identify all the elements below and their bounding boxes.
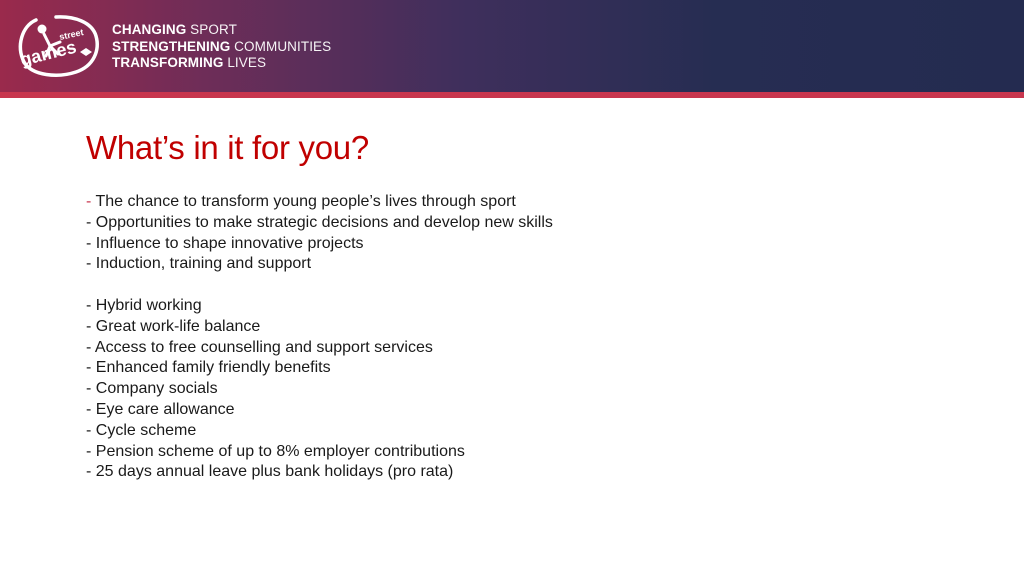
bullet-dash: - [86, 338, 95, 356]
bullet-dash: - [86, 193, 96, 210]
list-item [86, 462, 553, 483]
list-item [86, 379, 553, 400]
header-tagline [112, 22, 331, 72]
bullet-dash: - [86, 463, 96, 481]
list-item-text: The chance to transform young people’s lives through sport [95, 193, 516, 210]
header-banner [0, 0, 1024, 92]
list-item-text: Company socials [95, 380, 218, 398]
list-item [86, 421, 553, 442]
bullet-dash: - [86, 296, 96, 314]
list-item [86, 338, 553, 359]
bullet-dash: - [86, 421, 96, 439]
tagline-line-1: CHANGING SPORT [112, 22, 237, 37]
svg-text:games: games [18, 36, 79, 70]
list-item [86, 317, 553, 338]
benefits-group-1 [86, 192, 553, 275]
tagline-line-2: STRENGTHENING COMMUNITIES [112, 38, 332, 54]
header-accent-stripe [0, 92, 1024, 98]
list-item [86, 442, 553, 463]
bullet-dash: - [86, 213, 96, 231]
list-item-text: Cycle scheme [95, 421, 197, 439]
tagline-line-3: TRANSFORMING LIVES [112, 55, 267, 70]
list-item-text: 25 days annual leave plus bank holidays (pro rata) [95, 463, 454, 481]
list-item-text: Hybrid working [95, 296, 202, 314]
list-item [86, 213, 553, 234]
bullet-dash: - [86, 359, 96, 377]
streetgames-logo [14, 12, 102, 80]
list-item [86, 400, 553, 421]
list-item-text: Enhanced family friendly benefits [95, 359, 331, 377]
benefits-list [86, 192, 553, 483]
list-item-text: Induction, training and support [95, 255, 312, 273]
list-item-text: Influence to shape innovative projects [95, 234, 364, 252]
list-item-text: Access to free counselling and support services [94, 338, 433, 356]
bullet-dash: - [86, 234, 96, 252]
list-item-text: Great work-life balance [95, 317, 261, 335]
bullet-dash: - [86, 317, 96, 335]
list-item-text: Opportunities to make strategic decisions and develop new skills [95, 213, 553, 231]
slide-title: What’s in it for you? [86, 129, 369, 166]
bullet-dash: - [86, 255, 96, 273]
list-item [86, 254, 553, 275]
list-item [86, 234, 553, 255]
list-item-text: Pension scheme of up to 8% employer contributions [95, 442, 465, 460]
list-item [86, 358, 553, 379]
svg-text:street: street [58, 27, 85, 42]
list-item [86, 296, 553, 317]
bullet-dash: - [86, 442, 96, 460]
benefits-group-2 [86, 296, 553, 483]
bullet-dash: - [86, 400, 96, 418]
list-item [86, 192, 553, 213]
list-item-text: Eye care allowance [95, 400, 235, 418]
bullet-dash: - [86, 380, 96, 398]
